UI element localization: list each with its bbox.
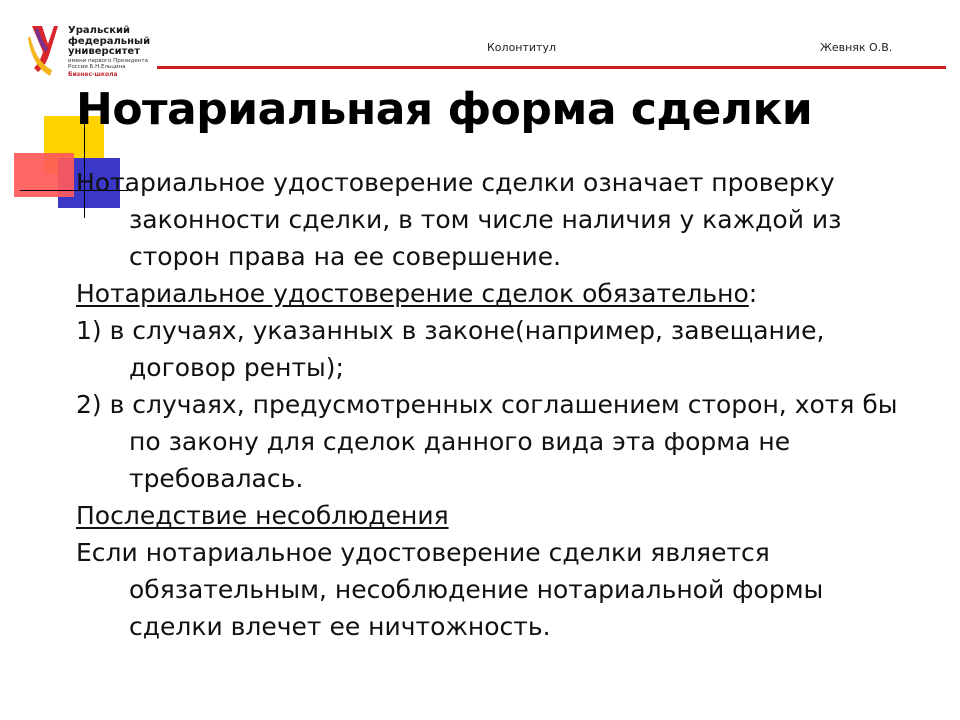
consequence-heading: [76, 497, 916, 534]
logo-line-3: университет: [68, 46, 141, 57]
mandatory-heading: Нотариальное удостоверение сделок обязательно: [76, 279, 749, 308]
list-item-1: 1) в случаях, указанных в законе(например, завещание, договор ренты);: [76, 316, 825, 382]
urfu-logo-icon: [28, 22, 68, 78]
logo-line-2: федеральный: [68, 35, 151, 47]
list-item-2: 2) в случаях, предусмотренных соглашением сторон, хотя бы по закону для сделок данного вида эта форма не требовалась.: [76, 390, 898, 493]
header-divider: [157, 66, 946, 69]
slide-body: [76, 164, 916, 645]
logo-line-1: Уральский: [68, 25, 130, 36]
logo-school: Бизнес-школа: [68, 71, 118, 79]
paragraph-definition: Нотариальное удостоверение сделки означает проверку законности сделки, в том числе наличия у каждой из сторон права на ее совершение.: [76, 168, 842, 271]
mandatory-colon: :: [748, 279, 758, 308]
paragraph-consequence: Если нотариальное удостоверение сделки является обязательным, несоблюдение нотариальной формы сделки влечет ее ничтожность.: [76, 538, 824, 641]
university-logo: [28, 22, 168, 92]
logo-small-1: имени первого Президента: [68, 57, 148, 64]
consequence-heading-text: Последствие несоблюдения: [76, 501, 449, 530]
slide-title: Нотариальная форма сделки: [76, 84, 813, 135]
paragraph-mandatory: [76, 275, 916, 312]
header-footer-label: Колонтитул: [487, 41, 556, 54]
logo-small-2: России Б.Н.Ельцина: [68, 63, 126, 70]
header-author: Жевняк О.В.: [820, 41, 893, 54]
